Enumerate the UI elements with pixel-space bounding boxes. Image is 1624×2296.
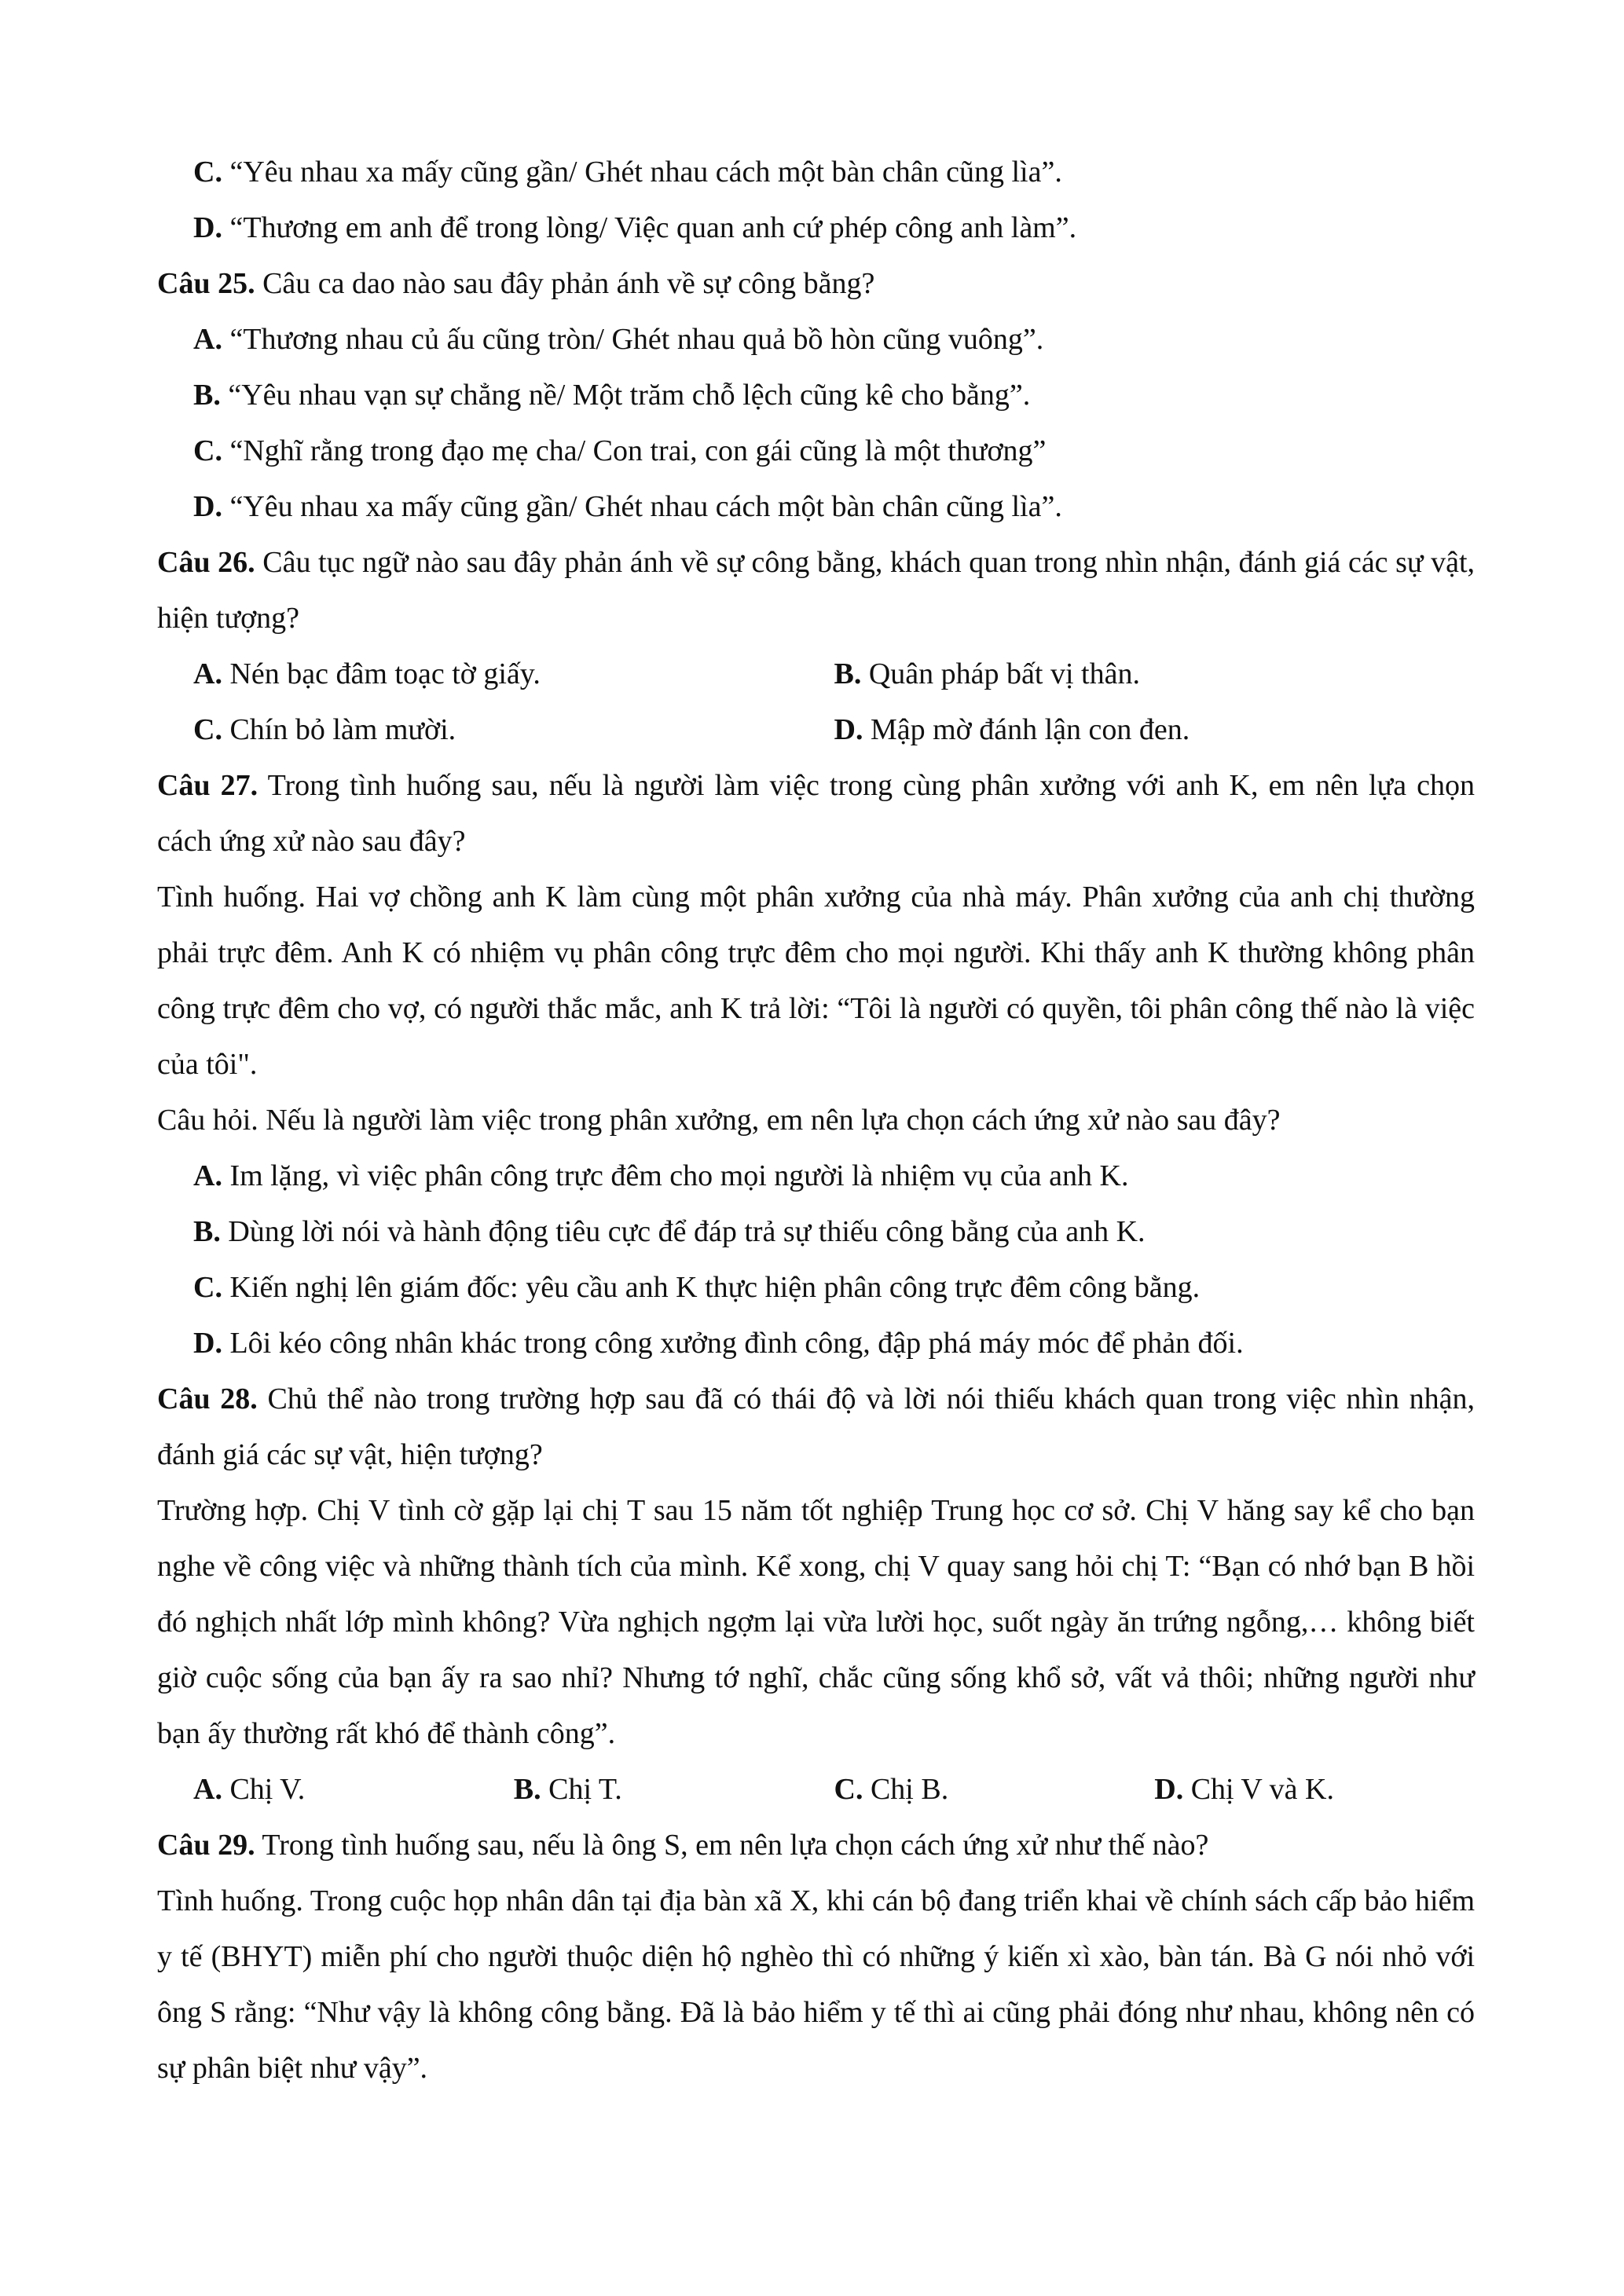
q25-option-a xyxy=(157,312,1475,368)
q28-option-c xyxy=(834,1762,1155,1818)
option-text: “Nghĩ rằng trong đạo mẹ cha/ Con trai, con gái cũng là một thương” xyxy=(222,434,1047,467)
option-label: D. xyxy=(834,713,863,746)
option-label: B. xyxy=(193,1215,221,1248)
q26-options-row-2 xyxy=(157,702,1475,758)
q27-option-d xyxy=(157,1316,1475,1371)
option-text: Chị V. xyxy=(222,1773,306,1806)
question-number: Câu 26. xyxy=(157,546,255,579)
q27-stem xyxy=(157,758,1475,870)
option-text: Nén bạc đâm toạc tờ giấy. xyxy=(222,657,541,690)
option-label: B. xyxy=(513,1773,541,1806)
q28-options-row xyxy=(157,1762,1475,1818)
q28-case: Trường hợp. Chị V tình cờ gặp lại chị T sau 15 năm tốt nghiệp Trung học cơ sở. Chị V hăng say kể cho bạn nghe về công việc và những thành tích của mình. Kể xong, chị V quay sang hỏi chị T: “Bạn có nhớ bạn B hồi đó nghịch nhất lớp mình không? Vừa nghịch ngợm lại vừa lười học, suốt ngày ăn trứng ngỗng,… không biết giờ cuộc sống của bạn ấy ra sao nhỉ? Nhưng tớ nghĩ, chắc cũng sống khổ sở, vất vả thôi; những người như bạn ấy thường rất khó để thành công”. xyxy=(157,1494,1475,1750)
question-text: Trong tình huống sau, nếu là người làm việc trong cùng phân xưởng với anh K, em nên lựa chọn cách ứng xử nào sau đây? xyxy=(157,769,1476,858)
option-label: D. xyxy=(193,211,222,244)
option-label: C. xyxy=(834,1773,863,1806)
option-text: “Yêu nhau xa mấy cũng gần/ Ghét nhau cách một bàn chân cũng lìa”. xyxy=(222,156,1062,189)
question-number: Câu 25. xyxy=(157,267,255,300)
q25-option-d xyxy=(157,479,1475,535)
option-label: C. xyxy=(193,713,222,746)
question-number: Câu 29. xyxy=(157,1829,255,1862)
option-text: “Thương em anh để trong lòng/ Việc quan anh cứ phép công anh làm”. xyxy=(222,211,1077,244)
option-label: D. xyxy=(1154,1773,1184,1806)
option-label: D. xyxy=(193,490,222,523)
q29-situation: Tình huống. Trong cuộc họp nhân dân tại địa bàn xã X, khi cán bộ đang triển khai về chính sách cấp bảo hiểm y tế (BHYT) miễn phí cho người thuộc diện hộ nghèo thì có những ý kiến xì xào, bàn tán. Bà G nói nhỏ với ông S rằng: “Như vậy là không công bằng. Đã là bảo hiểm y tế thì ai cũng phải đóng như nhau, không nên có sự phân biệt như vậy”. xyxy=(157,1884,1475,2085)
option-text: Lôi kéo công nhân khác trong công xưởng đình công, đập phá máy móc để phản đối. xyxy=(222,1327,1244,1360)
q27-situation: Tình huống. Hai vợ chồng anh K làm cùng một phân xưởng của nhà máy. Phân xưởng của anh chị thường phải trực đêm. Anh K có nhiệm vụ phân công trực đêm cho mọi người. Khi thấy anh K thường không phân công trực đêm cho vợ, có người thắc mắc, anh K trả lời: “Tôi là người có quyền, tôi phân công thế nào là việc của tôi". xyxy=(157,881,1475,1081)
q27-option-c xyxy=(157,1260,1475,1316)
q26-options-row-1 xyxy=(157,646,1475,702)
question-text: Chủ thể nào trong trường hợp sau đã có thái độ và lời nói thiếu khách quan trong việc nhìn nhận, đánh giá các sự vật, hiện tượng? xyxy=(157,1382,1475,1471)
option-text: Kiến nghị lên giám đốc: yêu cầu anh K thực hiện phân công trực đêm công bằng. xyxy=(222,1271,1201,1304)
q26-option-b xyxy=(834,646,1476,702)
option-text: Im lặng, vì việc phân công trực đêm cho mọi người là nhiệm vụ của anh K. xyxy=(222,1159,1129,1192)
q25-option-c xyxy=(157,423,1475,479)
option-label: A. xyxy=(193,323,222,356)
q25-option-b xyxy=(157,368,1475,423)
option-text: Quân pháp bất vị thân. xyxy=(861,657,1140,690)
option-label: A. xyxy=(193,657,222,690)
q28-option-d xyxy=(1154,1762,1475,1818)
option-label: C. xyxy=(193,1271,222,1304)
option-label: D. xyxy=(193,1327,222,1360)
option-text: Dùng lời nói và hành động tiêu cực để đáp trả sự thiếu công bằng của anh K. xyxy=(220,1215,1146,1248)
option-text: “Yêu nhau vạn sự chẳng nề/ Một trăm chỗ lệch cũng kê cho bằng”. xyxy=(220,379,1031,412)
q28-option-b xyxy=(514,1762,834,1818)
option-text: Chín bỏ làm mười. xyxy=(222,713,456,746)
q26-stem xyxy=(157,535,1475,646)
option-text: Mập mờ đánh lận con đen. xyxy=(863,713,1190,746)
q27-option-a xyxy=(157,1148,1475,1204)
option-label: A. xyxy=(193,1773,222,1806)
question-text: Trong tình huống sau, nếu là ông S, em nên lựa chọn cách ứng xử như thế nào? xyxy=(255,1829,1209,1862)
q24-option-c xyxy=(157,145,1475,200)
option-text: Chị B. xyxy=(863,1773,949,1806)
q26-option-d xyxy=(834,702,1476,758)
q27-question: Câu hỏi. Nếu là người làm việc trong phân xưởng, em nên lựa chọn cách ứng xử nào sau đây? xyxy=(157,1104,1281,1137)
q28-stem xyxy=(157,1371,1475,1483)
question-text: Câu tục ngữ nào sau đây phản ánh về sự công bằng, khách quan trong nhìn nhận, đánh giá các sự vật, hiện tượng? xyxy=(157,546,1476,635)
option-label: C. xyxy=(193,156,222,189)
q25-stem xyxy=(157,256,1475,312)
q26-option-a xyxy=(193,646,834,702)
question-number: Câu 28. xyxy=(157,1382,258,1415)
option-label: B. xyxy=(193,379,221,412)
option-text: Chị T. xyxy=(541,1773,622,1806)
option-label: A. xyxy=(193,1159,222,1192)
option-text: “Thương nhau củ ấu cũng tròn/ Ghét nhau quả bồ hòn cũng vuông”. xyxy=(222,323,1044,356)
question-number: Câu 27. xyxy=(157,769,258,802)
q26-option-c xyxy=(193,702,834,758)
q27-option-b xyxy=(157,1204,1475,1260)
option-text: Chị V và K. xyxy=(1183,1773,1334,1806)
q24-option-d xyxy=(157,200,1475,256)
q29-stem xyxy=(157,1818,1475,1873)
option-text: “Yêu nhau xa mấy cũng gần/ Ghét nhau cách một bàn chân cũng lìa”. xyxy=(222,490,1062,523)
option-label: C. xyxy=(193,434,222,467)
q28-option-a xyxy=(193,1762,514,1818)
question-text: Câu ca dao nào sau đây phản ánh về sự công bằng? xyxy=(255,267,875,300)
option-label: B. xyxy=(834,657,862,690)
